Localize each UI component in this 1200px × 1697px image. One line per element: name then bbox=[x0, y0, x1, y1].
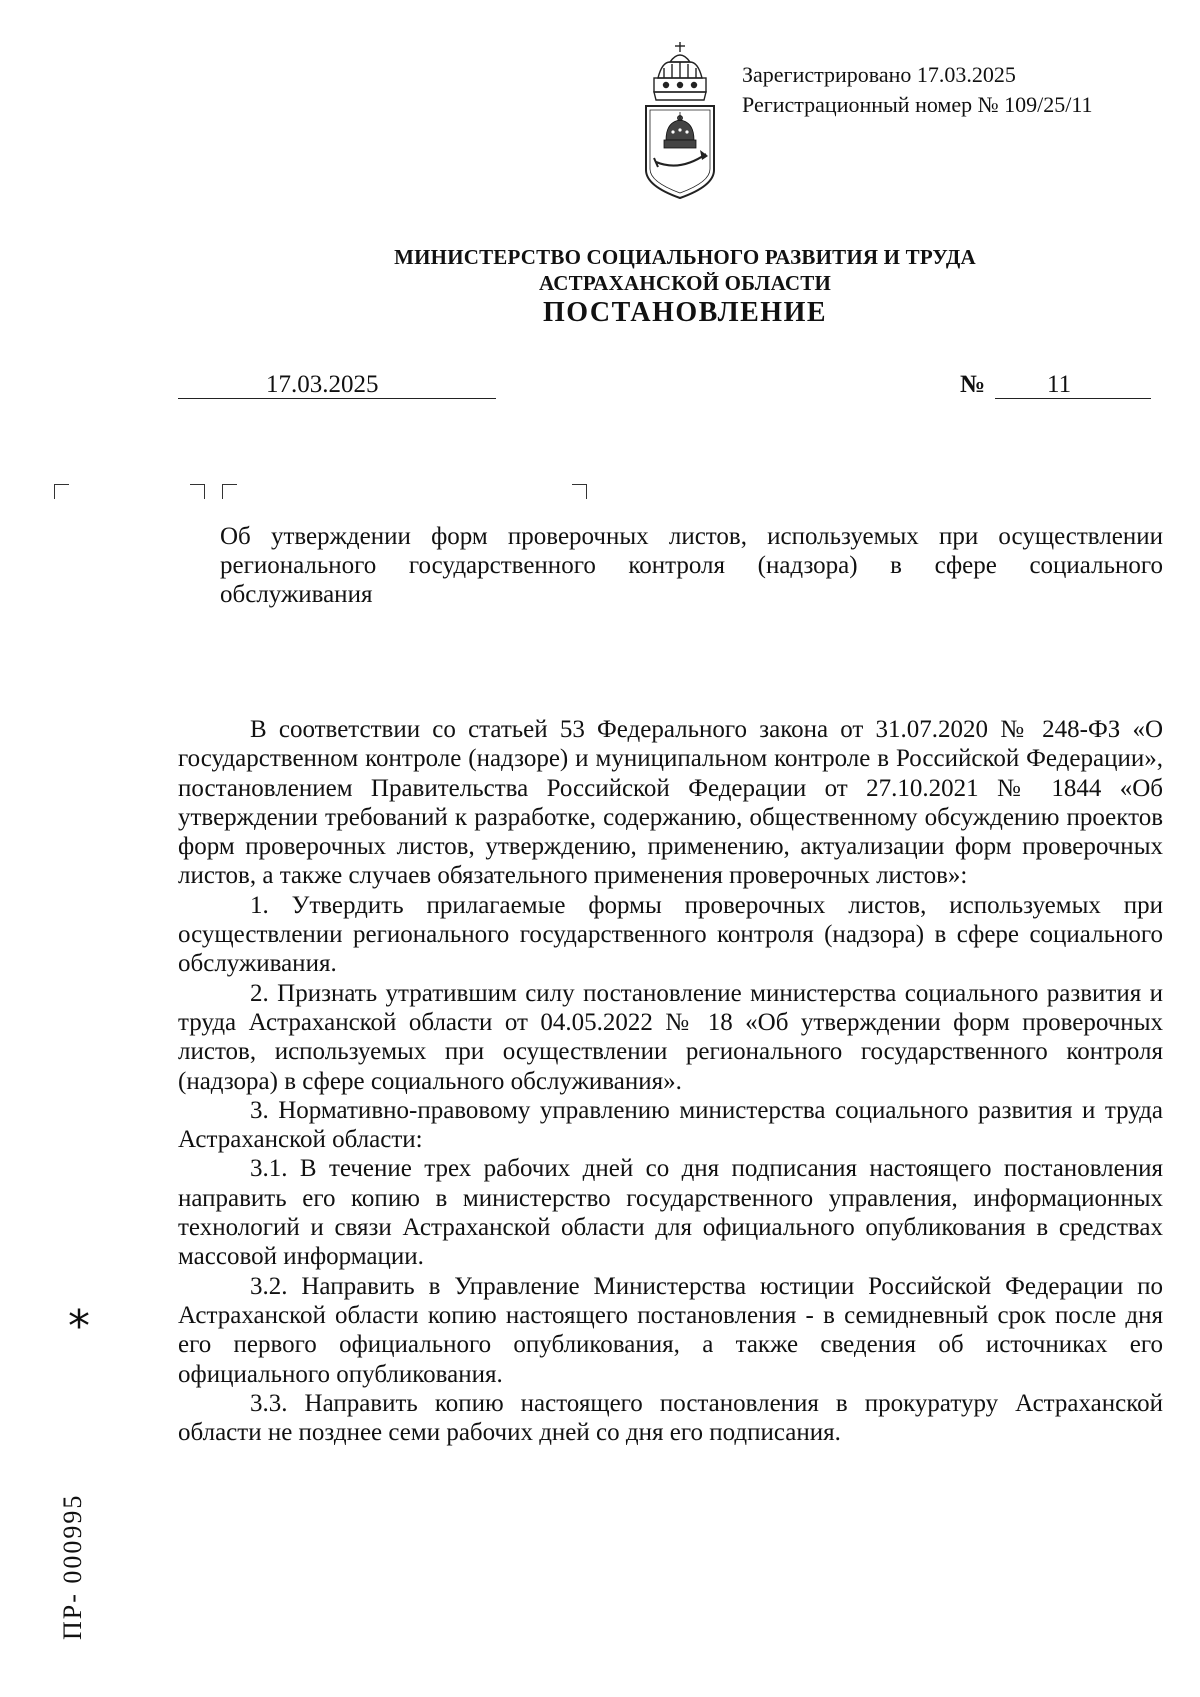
number-sign: № bbox=[960, 371, 986, 398]
ministry-name-line2: АСТРАХАНСКОЙ ОБЛАСТИ bbox=[538, 271, 832, 295]
corner-mark-top-right bbox=[190, 484, 205, 499]
corner-mark-top-left bbox=[54, 484, 69, 499]
subject-corner-mark-left bbox=[222, 484, 237, 499]
paragraph-2: 2. Признать утратившим силу постановление министерства социального развития и труда Астраханской области от 04.05.2022 № 18 «Об утверждении форм проверочных листов, используемых при осуществлении регионального государственного контроля (надзора) в сфере социального обслуживания». bbox=[178, 979, 1163, 1095]
document-subject: Об утверждении форм проверочных листов, используемых при осуществлении регионального государственного контроля (надзора) в сфере социального обслуживания bbox=[220, 523, 1163, 608]
paragraph-3-2: 3.2. Направить в Управление Министерства юстиции Российской Федерации по Астраханской области копию настоящего постановления - в семидневный срок после дня его первого официального опубликования, а также сведения об источниках его официального опубликования. bbox=[178, 1272, 1163, 1388]
paragraph-3-3: 3.3. Направить копию настоящего постановления в прокуратуру Астраханской области не позднее семи рабочих дней со дня его подписания. bbox=[178, 1389, 1163, 1447]
ministry-name-line1: МИНИСТЕРСТВО СОЦИАЛЬНОГО РАЗВИТИЯ И ТРУДА bbox=[394, 245, 976, 269]
paragraph-1: 1. Утвердить прилагаемые формы проверочных листов, используемых при осуществлении регионального государственного контроля (надзора) в сфере социального обслуживания. bbox=[178, 891, 1163, 978]
document-body bbox=[178, 715, 1163, 1447]
margin-star: * bbox=[68, 1301, 90, 1352]
document-date: 17.03.2025 bbox=[266, 371, 379, 398]
document-number-field bbox=[995, 372, 1151, 399]
ministry-name bbox=[0, 244, 1200, 296]
registration-date: Зарегистрировано 17.03.2025 bbox=[742, 62, 1016, 87]
astrakhan-coat-of-arms-icon bbox=[640, 40, 720, 200]
document-type: ПОСТАНОВЛЕНИЕ bbox=[542, 297, 828, 328]
registration-stamp bbox=[742, 60, 1093, 120]
document-number: 11 bbox=[1047, 371, 1072, 398]
subject-corner-mark-right bbox=[572, 484, 587, 499]
paragraph-preamble: В соответствии со статьей 53 Федерального закона от 31.07.2020 № 248-ФЗ «О государственном контроле (надзоре) и муниципальном контроле в Российской Федерации», постановлением Правительства Российской Федерации от 27.10.2021 № 1844 «Об утверждении требований к разработке, содержанию, общественному обсуждению проектов форм проверочных листов, утверждению, применению, актуализации форм проверочных листов, а также случаев обязательного применения проверочных листов»: bbox=[178, 716, 1163, 890]
document-date-field bbox=[178, 372, 496, 399]
paragraph-3: 3. Нормативно-правовому управлению министерства социального развития и труда Астраханской области: bbox=[178, 1096, 1163, 1154]
registration-number: Регистрационный номер № 109/25/11 bbox=[742, 92, 1093, 117]
paragraph-3-1: 3.1. В течение трех рабочих дней со дня подписания настоящего постановления направить его копию в министерство государственного управления, информационных технологий и связи Астраханской области для официального опубликования в средствах массовой информации. bbox=[178, 1155, 1163, 1271]
margin-document-code: ПР- 000995 bbox=[58, 1493, 87, 1640]
